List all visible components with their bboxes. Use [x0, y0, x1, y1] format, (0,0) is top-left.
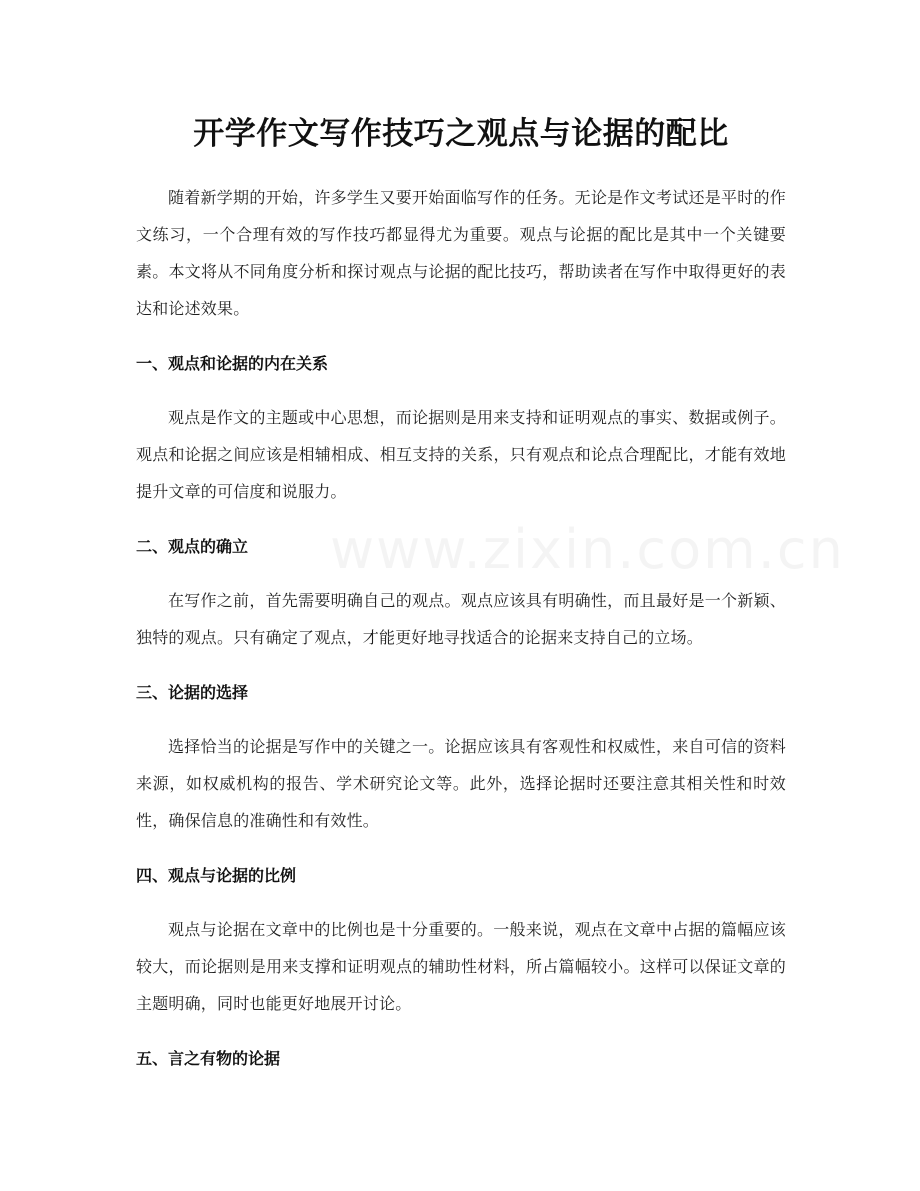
- section-body-2: 在写作之前，首先需要明确自己的观点。观点应该具有明确性，而且最好是一个新颖、独特的观点。只有确定了观点，才能更好地寻找适合的论据来支持自己的立场。: [136, 591, 786, 647]
- section-body-3: 选择恰当的论据是写作中的关键之一。论据应该具有客观性和权威性，来自可信的资料来源，如权威机构的报告、学术研究论文等。此外，选择论据时还要注意其相关性和时效性，确保信息的准确性和有效性。: [136, 737, 786, 830]
- section-heading-5: 五、言之有物的论据: [136, 1049, 281, 1068]
- intro-paragraph: 随着新学期的开始，许多学生又要开始面临写作的任务。无论是作文考试还是平时的作文练习，一个合理有效的写作技巧都显得尤为重要。观点与论据的配比是其中一个关键要素。本文将从不同角度分析和探讨观点与论据的配比技巧，帮助读者在写作中取得更好的表达和论述效果。: [136, 188, 786, 318]
- section-heading-1: 一、观点和论据的内在关系: [136, 354, 329, 373]
- section-heading-4: 四、观点与论据的比例: [136, 866, 297, 885]
- section-heading-2: 二、观点的确立: [136, 537, 249, 556]
- section-body-1: 观点是作文的主题或中心思想，而论据则是用来支持和证明观点的事实、数据或例子。观点和论据之间应该是相辅相成、相互支持的关系，只有观点和论点合理配比，才能有效地提升文章的可信度和说服力。: [136, 408, 786, 501]
- section-heading-3: 三、论据的选择: [136, 683, 249, 702]
- section-body-4: 观点与论据在文章中的比例也是十分重要的。一般来说，观点在文章中占据的篇幅应该较大，而论据则是用来支撑和证明观点的辅助性材料，所占篇幅较小。这样可以保证文章的主题明确，同时也能更好地展开讨论。: [136, 920, 786, 1013]
- document-title: 开学作文写作技巧之观点与论据的配比: [193, 116, 729, 152]
- document-page: [136, 0, 786, 1077]
